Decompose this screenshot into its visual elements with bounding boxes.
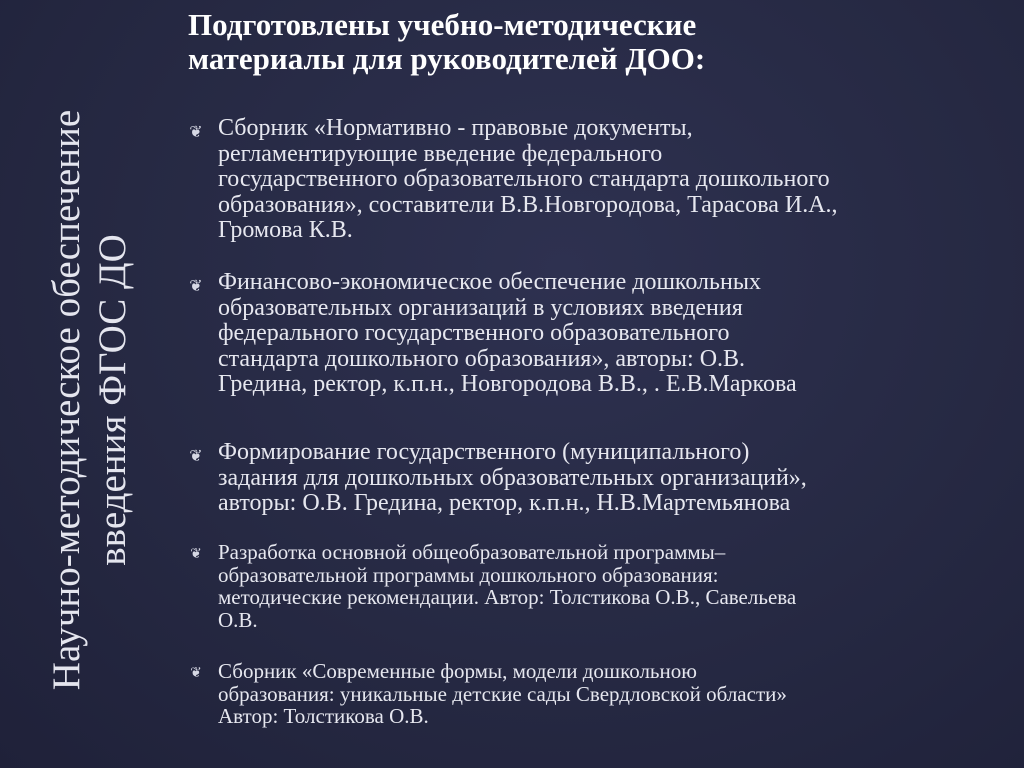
list-item-text (218, 116, 996, 244)
item-line: методические рекомендации. Автор: Толстикова О.В., Савельева (218, 585, 797, 609)
heading-line-1: Подготовлены учебно-методические (188, 7, 697, 42)
item-line: государственного образовательного стандарта дошкольного (218, 166, 830, 192)
item-line: образовательных организаций в условиях введения (218, 294, 743, 321)
ornamental-bullet-icon: ❦ (189, 124, 203, 141)
ornamental-bullet-icon: ❦ (190, 666, 202, 681)
list-item-text (218, 660, 996, 728)
item-line: Формирование государственного (муниципального) (218, 439, 750, 465)
vertical-title-line-1: Научно-методическое обеспечение (45, 109, 88, 691)
item-line: задания для дошкольных образовательных организаций», (218, 464, 807, 491)
item-line: образования: уникальные детские сады Свердловской области» (218, 681, 787, 706)
list-item (186, 440, 996, 517)
item-line: О.В. (218, 607, 258, 632)
item-line: Автор: Толстикова О.В. (218, 704, 429, 728)
item-line: Разработка основной общеобразовательной программы– (218, 540, 726, 564)
item-line: Сборник «Современные формы, модели дошкольною (218, 659, 697, 683)
heading-line-2: материалы для руководителей ДОО: (188, 41, 706, 76)
list-item-text (218, 440, 996, 517)
item-line: стандарта дошкольного образования», авторы: О.В. (218, 345, 746, 372)
list-item (186, 660, 996, 728)
item-line: авторы: О.В. Гредина, ректор, к.п.н., Н.В.Мартемьянова (218, 490, 791, 516)
slide-heading (188, 8, 1008, 76)
item-line: образовательной программы дошкольного образования: (218, 562, 719, 587)
list-item-text (218, 270, 996, 398)
vertical-title-line-2: введения ФГОС ДО (91, 234, 134, 566)
item-line: Финансово-экономическое обеспечение дошкольных (218, 269, 761, 295)
item-line: регламентирующие введение федерального (218, 140, 663, 167)
ornamental-bullet-icon: ❦ (189, 278, 203, 295)
item-line: образования», составители В.В.Новгородова, Тарасова И.А., (218, 191, 838, 218)
item-line: федерального государственного образовательного (218, 320, 730, 346)
list-item-text (218, 541, 996, 631)
item-line: Гредина, ректор, к.п.н., Новгородова В.В., . Е.В.Маркова (218, 371, 797, 397)
vertical-slide-title (0, 0, 180, 768)
list-item (186, 270, 996, 398)
item-line: Громова К.В. (218, 217, 353, 243)
list-item (186, 541, 996, 631)
list-item (186, 116, 996, 244)
item-line: Сборник «Нормативно - правовые документы, (218, 115, 693, 141)
ornamental-bullet-icon: ❦ (190, 547, 202, 562)
ornamental-bullet-icon: ❦ (189, 448, 203, 465)
